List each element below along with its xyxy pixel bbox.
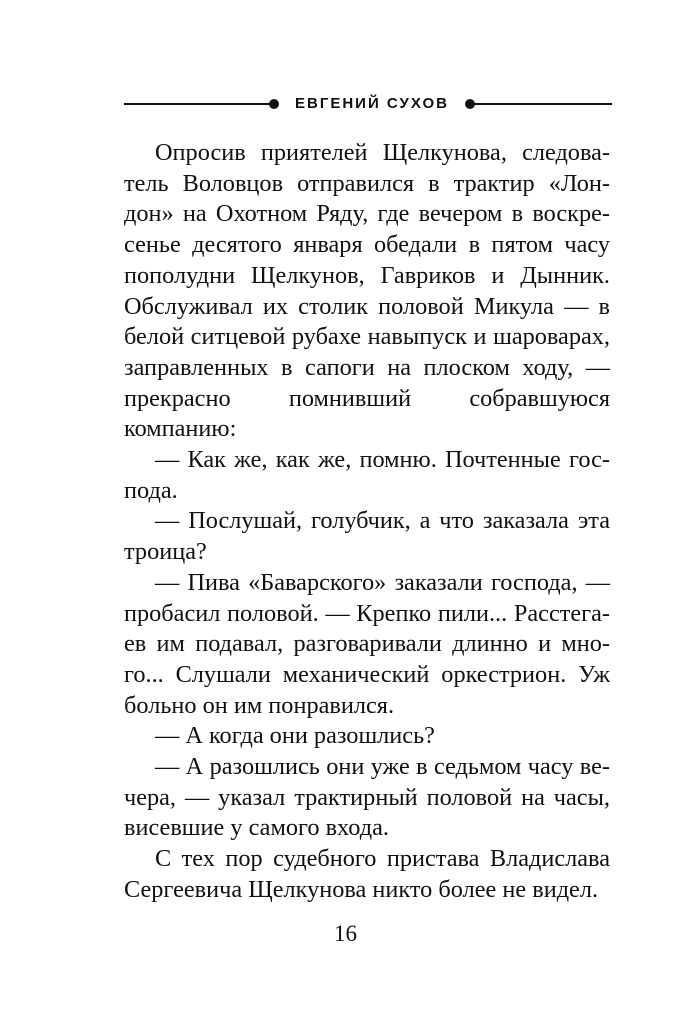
paragraph: — Послушай, голубчик, а что заказала эта троица? (124, 507, 610, 566)
page-number: 16 (334, 921, 357, 946)
paragraph: — Пива «Баварского» заказали господа, — пробасил половой. — Крепко пили... Расстегаев им подавал, разговаривали длинно и много... Слушали механический оркестрион. Уж больно он им понравился. (124, 568, 610, 719)
paragraph: — Как же, как же, помню. Почтенные господа. (124, 446, 610, 504)
left-rule (124, 103, 270, 105)
running-head (124, 92, 612, 116)
author-name: ЕВГЕНИЙ СУХОВ (295, 95, 449, 112)
paragraph: — А разошлись они уже в седьмом часу вечера, — указал трактирный половой на часы, висевшие у самого входа. (124, 753, 610, 842)
paragraph: — А когда они разошлись? (155, 722, 435, 750)
right-rule (471, 103, 612, 105)
body-text (124, 138, 610, 906)
left-bullet-dot (269, 99, 279, 109)
paragraph: С тех пор судебного пристава Владислава Сергеевича Щелкунова никто более не видел. (124, 845, 610, 903)
paragraph: Опросив приятелей Щелкунова, следователь Воловцов отправился в трактир «Лондон» на Охотном Ряду, где вечером в воскресенье десятого января обедали в пятом часу пополудни Щелкунов, Гавриков и Дынник. Обслуживал их столик половой Микула — в белой ситцевой рубахе навыпуск и шароварах, заправленных в сапоги на плоском ходу, — прекрасно помнивший собравшуюся компанию: (124, 139, 610, 443)
